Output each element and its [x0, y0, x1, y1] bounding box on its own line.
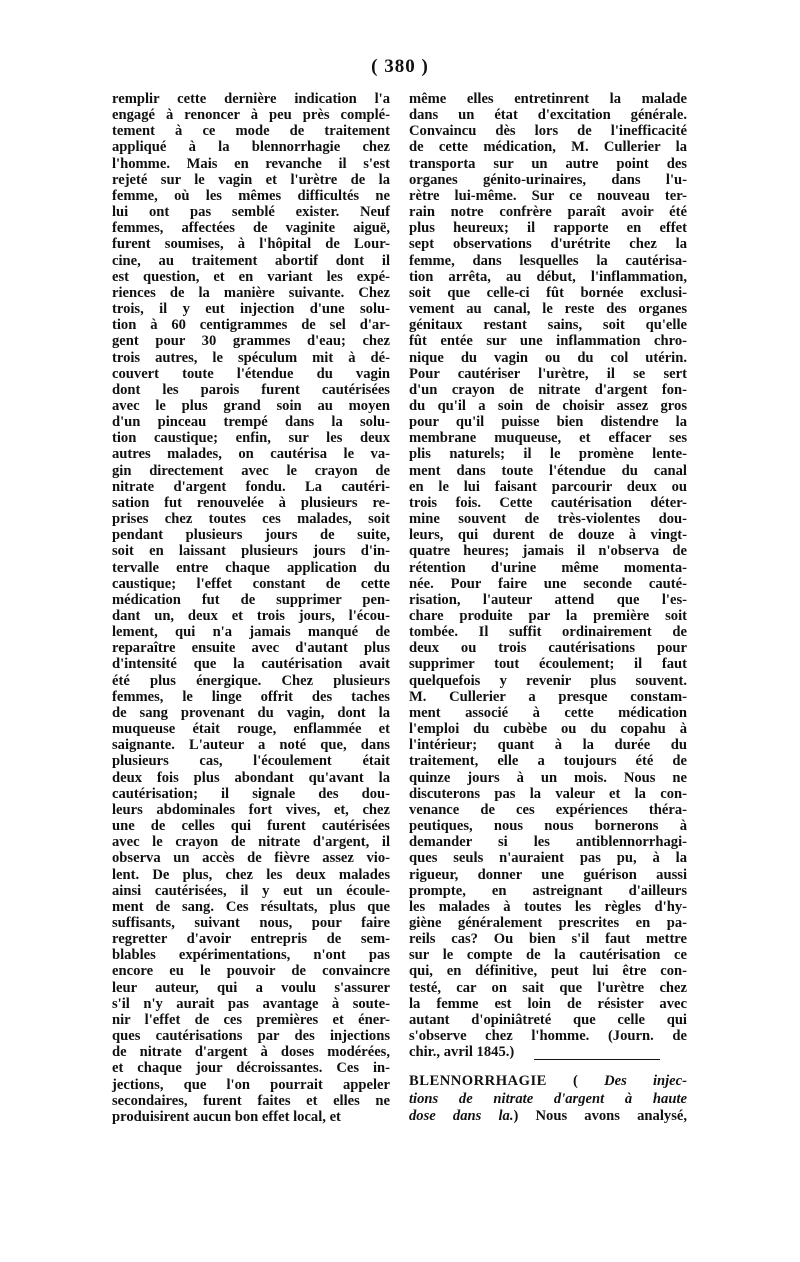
text-line: rejeté sur le vagin et l'urètre de la: [112, 171, 390, 188]
text-line: d'intensité que la cautérisation avait: [112, 656, 390, 673]
text-line: prises chez toutes ces malades, soit: [112, 511, 390, 528]
text-line: dont les parois furent cautérisées: [112, 381, 390, 398]
section-title-italic-3: dose dans la.: [409, 1108, 514, 1124]
text-line: leur auteur, qui a voulu s'assurer: [112, 979, 390, 996]
text-line: membrane muqueuse, et effacer ses: [409, 430, 687, 447]
text-line: secondaires, furent faites et elles ne: [112, 1092, 390, 1109]
text-line: reparaître ensuite avec d'autant plus: [112, 640, 390, 657]
text-line: risation, l'auteur attend que l'es-: [409, 591, 687, 608]
text-line: produisirent aucun bon effet local, et: [112, 1108, 341, 1125]
text-line: blables expérimentations, n'ont pas: [112, 947, 390, 964]
text-line: avec le plus grand soin au moyen: [112, 397, 390, 414]
text-line: tion à 60 centigrammes de sel d'ar-: [112, 317, 390, 334]
text-line: du qu'il a soin de choisir assez gros: [409, 397, 687, 414]
text-line: deux fois plus abondant qu'avant la: [112, 769, 390, 786]
text-line: née. Pour faire une seconde cauté-: [409, 575, 687, 592]
text-line: une de celles qui furent cautérisées: [112, 818, 390, 835]
text-line: tervalle entre chaque application du: [112, 559, 390, 576]
text-line: et chaque jour décroissantes. Ces in-: [112, 1060, 390, 1077]
text-line: gent pour 30 grammes d'eau; chez: [112, 333, 390, 350]
text-line: observa un accès de fièvre assez vio-: [112, 850, 390, 867]
text-line: d'un pinceau trempé dans la solu-: [112, 414, 390, 431]
text-line: ment dans toute l'étendue du canal: [409, 462, 687, 479]
text-line: traitement, elle a toujours été de: [409, 753, 687, 770]
section-heading: BLENNORRHAGIE: [409, 1073, 547, 1089]
text-line: d'un crayon de nitrate d'argent fon-: [409, 381, 687, 398]
text-line: ment de sang. Ces résultats, plus que: [112, 898, 390, 915]
text-line: dans un état d'excitation générale.: [409, 107, 687, 124]
text-line: plus heureux; il rapporte en effet: [409, 220, 687, 237]
text-line: l'emploi du cubèbe ou du copahu à: [409, 721, 687, 738]
text-line: M. Cullerier a presque constam-: [409, 688, 687, 705]
text-line: femme, dans lesquelles la cautérisa-: [409, 252, 687, 269]
text-line: mine souvent de très-violentes dou-: [409, 511, 687, 528]
text-line: giène généralement prescrites en pa-: [409, 914, 687, 931]
text-line: de sang provenant du vagin, dont la: [112, 704, 390, 721]
text-line: plusieurs cas, l'écoulement était: [112, 753, 390, 770]
text-line: peutiques, nous nous bornerons à: [409, 818, 687, 835]
text-line: muqueuse était rouge, enflammée et: [112, 721, 390, 738]
text-line: caustique; l'effet constant de cette: [112, 575, 390, 592]
text-line: la femme est loin de résister avec: [409, 995, 687, 1012]
text-line: tombée. Il suffit ordinairement de: [409, 624, 687, 641]
text-line: suffisants, suivant nous, pour faire: [112, 914, 390, 931]
text-line: fût entée sur une inflammation chro-: [409, 333, 687, 350]
section-intro-text: ) Nous avons analysé,: [513, 1108, 687, 1124]
text-line: deux ou trois cautérisations pour: [409, 640, 687, 657]
left-column: [112, 91, 390, 1125]
text-line: même elles entretinrent la malade: [409, 91, 687, 107]
text-line: s'il n'y aurait pas avantage à soute-: [112, 995, 390, 1012]
text-line: engagé à renoncer à peu près complé-: [112, 107, 390, 124]
text-line: organes génito-urinaires, dans l'u-: [409, 171, 687, 188]
text-line: plis naturels; il le promène lente-: [409, 446, 687, 463]
section-title-italic-1: Des injec-: [604, 1073, 687, 1089]
text-line: soit que celle-ci fût bornée exclusi-: [409, 284, 687, 301]
text-line: lui ont pas semblé exister. Neuf: [112, 204, 390, 221]
text-line: lent. De plus, chez les deux malades: [112, 866, 390, 883]
text-line: transporta sur un autre point des: [409, 155, 687, 172]
text-line: nique du vagin ou du col utérin.: [409, 349, 687, 366]
text-line: couvert toute l'étendue du vagin: [112, 365, 390, 382]
text-line: prompte, en astreignant d'ailleurs: [409, 882, 687, 899]
text-line: rètre lui-même. Sur ce nouveau ter-: [409, 187, 687, 204]
text-line: soit en laissant plusieurs jours d'in-: [112, 543, 390, 560]
text-line: nitrate d'argent fondu. La cautéri-: [112, 478, 390, 495]
text-line: rain notre confrère paraît avoir été: [409, 204, 687, 221]
text-line: tion caustique; enfin, sur les deux: [112, 430, 390, 447]
text-line: quatre heures; jamais il n'observa de: [409, 543, 687, 560]
text-line: s'observe chez l'homme. (Journ. de: [409, 1028, 687, 1045]
text-line: saignante. L'auteur a noté que, dans: [112, 737, 390, 754]
text-line: riences de la manière suivante. Chez: [112, 284, 390, 301]
right-column: [409, 91, 687, 1060]
text-line: chir., avril 1845.): [409, 1044, 515, 1061]
text-line: appliqué à la blennorrhagie chez: [112, 139, 390, 156]
text-line: quelquefois y revenir plus souvent.: [409, 672, 687, 689]
text-line: tion arrêta, au début, l'inflammation,: [409, 268, 687, 285]
text-line: furent soumises, à l'hôpital de Lour-: [112, 236, 390, 253]
text-line: dant un, deux et trois jours, l'écou-: [112, 608, 390, 624]
text-line: autres malades, on cautérisa le va-: [112, 446, 390, 463]
text-line: en le lui faisant parcourir deux ou: [409, 478, 687, 495]
text-line: génitaux restant sains, soit qu'elle: [409, 317, 687, 334]
text-line: les malades à toutes les règles d'hy-: [409, 898, 687, 915]
text-line: qui, en définitive, peut lui être con-: [409, 963, 687, 980]
text-line: chare produite par la première soit: [409, 608, 687, 624]
text-line: testé, car on sait que l'urètre chez: [409, 979, 687, 996]
text-line: Pour cautériser l'urètre, il se sert: [409, 365, 687, 382]
text-line: gin directement avec le crayon de: [112, 462, 390, 479]
text-line: vement au canal, le reste des organes: [409, 301, 687, 318]
text-line: venance de ces expériences théra-: [409, 801, 687, 818]
text-line: de nitrate d'argent à doses modérées,: [112, 1044, 390, 1061]
text-line: ainsi cautérisées, il y eut un écoule-: [112, 882, 390, 899]
section-title-italic-2: tions de nitrate d'argent à haute: [409, 1090, 687, 1107]
text-line: regretter d'avoir entrepris de sem-: [112, 931, 390, 948]
text-line: nir l'effet de ces premières et éner-: [112, 1011, 390, 1028]
text-line: leurs, qui durent de douze à vingt-: [409, 527, 687, 544]
text-line: encore eu le pouvoir de convaincre: [112, 963, 390, 980]
text-line: cautérisation; il signale des dou-: [112, 785, 390, 802]
text-line: Convaincu dès lors de l'inefficacité: [409, 123, 687, 140]
text-line: ques cautérisations par des injections: [112, 1028, 390, 1045]
text-line: jections, que l'on pourrait appeler: [112, 1076, 390, 1093]
text-line: leurs abdominales fort vives, et, chez: [112, 801, 390, 818]
text-line: trois, il y eut injection d'une solu-: [112, 301, 390, 318]
text-line: demander si les antiblennorrhagi-: [409, 834, 687, 851]
text-line: l'homme. Mais en revanche il s'est: [112, 155, 390, 172]
text-line: discuterons pas la valeur et la con-: [409, 785, 687, 802]
text-line: tement à ce mode de traitement: [112, 123, 390, 140]
text-line: sept observations d'urétrite chez la: [409, 236, 687, 253]
text-line: de cette médication, M. Cullerier la: [409, 139, 687, 156]
text-line: autant d'opiniâtreté que celle qui: [409, 1011, 687, 1028]
text-line: rétention d'urine même momenta-: [409, 559, 687, 576]
text-line: femmes, le linge offrit des taches: [112, 688, 390, 705]
text-line: sation fut renouvelée à plusieurs re-: [112, 494, 390, 511]
text-line: cine, au traitement abortif dont il: [112, 252, 390, 269]
text-line: sur le compte de la cautérisation ce: [409, 947, 687, 964]
text-line: supprimer tout écoulement; il faut: [409, 656, 687, 673]
text-line: trois autres, le spéculum mit à dé-: [112, 349, 390, 366]
text-line: ques seuls n'auraient pas pu, à la: [409, 850, 687, 867]
text-line: lement, qui n'a jamais manqué de: [112, 624, 390, 641]
text-line: rigueur, donner une guérison aussi: [409, 866, 687, 883]
text-line: l'intérieur; quant à la durée du: [409, 737, 687, 754]
text-line: reils cas? Ou bien s'il faut mettre: [409, 931, 687, 948]
text-line: pour qu'il puisse bien distendre la: [409, 414, 687, 431]
section-divider: [534, 1059, 660, 1060]
text-line: quinze jours à un mois. Nous ne: [409, 769, 687, 786]
text-line: ment associé à cette médication: [409, 704, 687, 721]
text-line: femme, où les mêmes difficultés ne: [112, 187, 390, 204]
page-number: ( 380 ): [371, 56, 429, 77]
next-section-paragraph: BLENNORRHAGIE ( Des injec- tions de nitrate d'argent à haute dose dans la.) Nous avons analysé,: [409, 1073, 687, 1124]
text-line: avec le crayon de nitrate d'argent, il: [112, 834, 390, 851]
text-line: femmes, affectées de vaginite aiguë,: [112, 220, 390, 237]
text-line: été plus énergique. Chez plusieurs: [112, 672, 390, 689]
text-line: remplir cette dernière indication l'a: [112, 91, 390, 107]
text-line: médication fut de supprimer pen-: [112, 591, 390, 608]
text-line: pendant plusieurs jours de suite,: [112, 527, 390, 544]
text-line: trois fois. Cette cautérisation déter-: [409, 494, 687, 511]
text-line: est question, et en variant les expé-: [112, 268, 390, 285]
